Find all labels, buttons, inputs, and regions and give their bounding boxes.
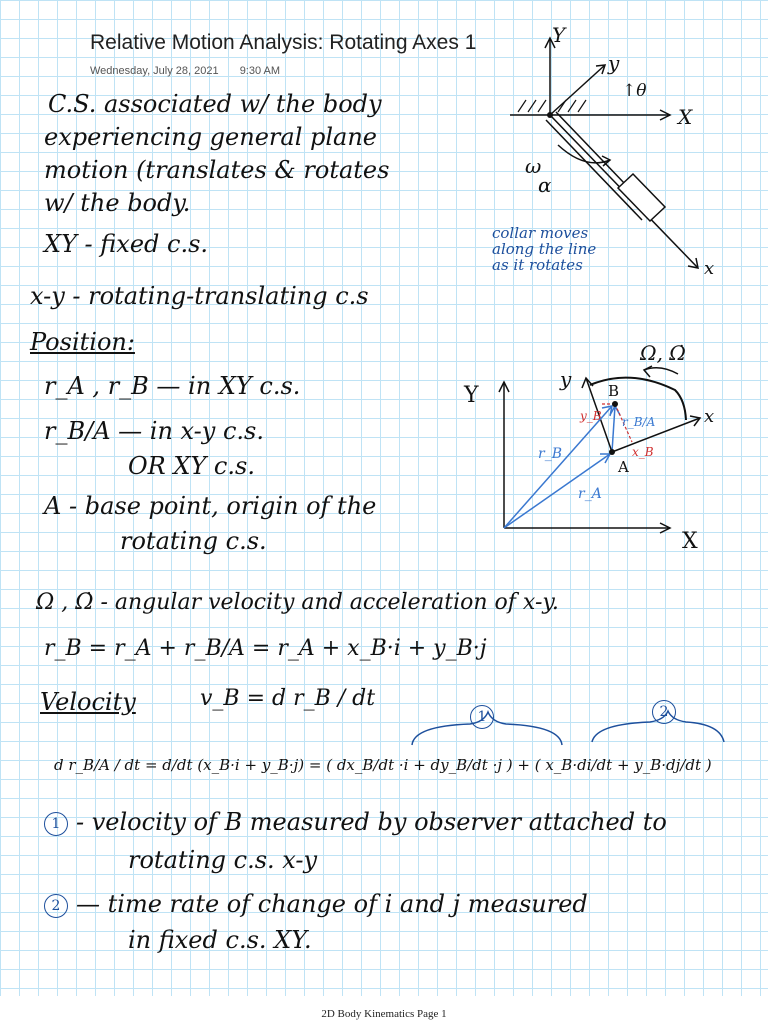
label-theta: ↑θ	[622, 81, 647, 101]
item-1-line-a	[44, 808, 667, 836]
vector-rBA	[612, 406, 615, 452]
page-footer: 2D Body Kinematics Page 1	[321, 1008, 447, 1020]
ground-hatching	[518, 100, 586, 112]
date-text: Wednesday, July 28, 2021	[90, 65, 219, 77]
rod-edge-1	[546, 120, 642, 220]
label-x: x	[704, 406, 715, 427]
velocity-heading: Velocity	[40, 688, 136, 716]
circled-2-icon: 2	[44, 894, 68, 918]
label-X: X	[678, 105, 693, 129]
label-X: X	[682, 529, 698, 554]
item-1-text-a: - velocity of B measured by observer attached to	[76, 808, 667, 836]
equation-vb: v_B = d r_B / dt	[200, 686, 376, 711]
equation-rb: r_B = r_A + r_B/A = r_A + x_B·i + y_B·j	[44, 636, 487, 661]
pin-point	[547, 112, 553, 118]
collar	[618, 174, 665, 221]
label-yB: y_B	[580, 409, 602, 423]
label-omega: Ω, Ω̇	[640, 341, 686, 365]
circled-2-icon: 2	[652, 700, 676, 724]
brace-1	[412, 712, 562, 745]
note-base-point-1: A - base point, origin of the	[44, 492, 377, 520]
item-2-line-a	[44, 890, 588, 918]
vector-rB	[504, 406, 612, 528]
label-y: y	[608, 51, 620, 75]
label-rB: r_B	[538, 446, 562, 462]
note-rba: r_B/A — in x-y c.s.	[44, 417, 264, 445]
point-B	[612, 401, 618, 407]
collar-note-2: along the line	[492, 240, 597, 258]
note-xy-rotating: x-y - rotating-translating c.s	[30, 282, 369, 310]
note-base-point-2: rotating c.s.	[120, 527, 267, 555]
equation-drba-dt: d r_B/A / dt = d/dt (x_B·i + y_B·j) = ( dx_B/dt ·i + dy_B/dt ·j ) + ( x_B·di/dt + y_B·dj/dt )	[54, 756, 712, 774]
item-1-line-b: rotating c.s. x-y	[128, 846, 318, 874]
time-text: 9:30 AM	[239, 65, 281, 77]
page-title: Relative Motion Analysis: Rotating Axes 1	[90, 31, 477, 54]
note-line-2: experiencing general plane	[44, 123, 377, 151]
label-omega: ω	[525, 154, 542, 178]
note-line-4: w/ the body.	[44, 189, 191, 217]
note-line-1: C.S. associated w/ the body	[48, 90, 382, 118]
item-2-text-a: — time rate of change of i and j measured	[76, 890, 588, 918]
label-Y: Y	[552, 23, 566, 47]
label-xB: x_B	[632, 445, 654, 459]
collar-note-3: as it rotates	[492, 256, 583, 274]
collar-note-1: collar moves	[492, 224, 589, 242]
omega-arc	[644, 368, 678, 374]
label-B: B	[608, 382, 620, 400]
label-Y: Y	[464, 383, 479, 408]
circled-1-icon: 1	[44, 812, 68, 836]
label-y: y	[560, 367, 572, 391]
position-vector-diagram	[460, 330, 740, 560]
note-ra-rb: r_A , r_B — in XY c.s.	[44, 372, 301, 400]
position-heading: Position:	[30, 328, 135, 356]
label-rBA: r_B/A	[622, 415, 656, 429]
note-line-3: motion (translates & rotates	[44, 156, 390, 184]
label-A: A	[618, 458, 629, 476]
label-alpha: α	[538, 173, 552, 197]
label-rA: r_A	[578, 486, 602, 502]
label-x: x	[704, 258, 715, 279]
y-axis-rotated	[550, 65, 605, 115]
note-xy-fixed: XY - fixed c.s.	[44, 230, 209, 258]
vector-rA-arrow	[600, 454, 610, 463]
brace-2	[592, 711, 724, 742]
note-or-xy: OR XY c.s.	[128, 452, 255, 480]
circled-1-icon: 1	[470, 705, 494, 729]
rod-collar-diagram	[492, 20, 740, 290]
item-2-line-b: in fixed c.s. XY.	[128, 926, 312, 954]
note-omega-definition: Ω , Ω̇ - angular velocity and acceleration of x-y.	[36, 590, 559, 615]
point-A	[609, 449, 615, 455]
